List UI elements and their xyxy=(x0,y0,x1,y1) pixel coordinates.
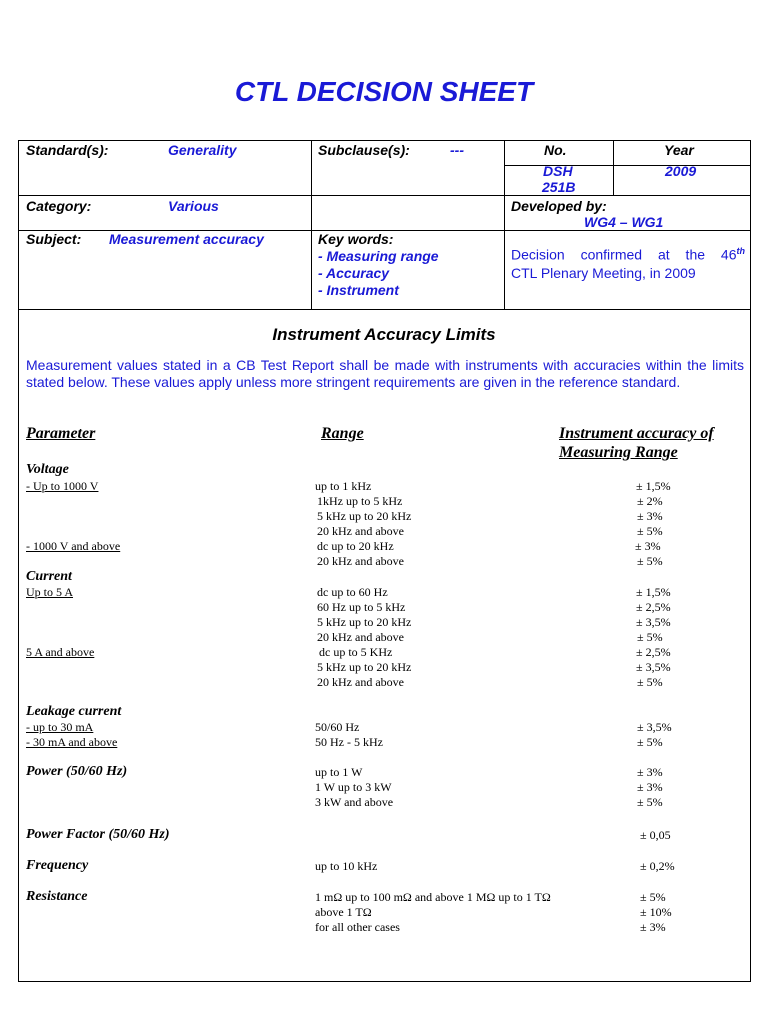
row-accuracy: ± 3% xyxy=(640,920,666,934)
subject-value: Measurement accuracy xyxy=(109,231,264,247)
row-range: above 1 TΩ xyxy=(315,905,372,919)
row-range: 1 mΩ up to 100 mΩ and above 1 MΩ up to 1 TΩ xyxy=(315,890,551,904)
row-accuracy: ± 1,5% xyxy=(636,479,671,493)
row-accuracy: ± 5% xyxy=(637,795,663,809)
row-range: 5 kHz up to 20 kHz xyxy=(317,615,412,629)
row-range: 3 kW and above xyxy=(315,795,394,809)
keywords-label: Key words: xyxy=(318,231,394,247)
developed-value: WG4 – WG1 xyxy=(584,214,664,230)
section-current: Current xyxy=(26,569,72,584)
no-year-divider xyxy=(504,165,751,166)
row-accuracy: ± 5% xyxy=(637,630,663,644)
decision-line-2: CTL Plenary Meeting, in 2009 xyxy=(511,265,696,281)
decision-line-1: Decision confirmed at the 46th xyxy=(511,246,745,263)
row-parameter: - 30 mA and above xyxy=(26,735,118,749)
category-value: Various xyxy=(168,198,219,214)
row-parameter: 5 A and above xyxy=(26,645,95,659)
row-accuracy: ± 5% xyxy=(637,524,663,538)
row-parameter: Up to 5 A xyxy=(26,585,74,599)
row-accuracy: ± 5% xyxy=(637,675,663,689)
column-header-range: Range xyxy=(321,425,364,442)
row-accuracy: ± 3% xyxy=(637,780,663,794)
section-leakage: Leakage current xyxy=(26,704,122,719)
section-frequency: Frequency xyxy=(26,858,89,873)
row-parameter: - Up to 1000 V xyxy=(26,479,99,493)
row-accuracy: ± 3,5% xyxy=(636,615,671,629)
section-voltage: Voltage xyxy=(26,462,69,477)
row-accuracy: ± 1,5% xyxy=(636,585,671,599)
column-divider-2 xyxy=(504,140,505,309)
row-range: 50 Hz - 5 kHz xyxy=(315,735,383,749)
section-resistance: Resistance xyxy=(26,889,88,904)
row-accuracy: ± 0,2% xyxy=(640,859,675,873)
row-range: 20 kHz and above xyxy=(317,554,404,568)
no-value-line2: 251B xyxy=(542,179,576,195)
row-range: 1 W up to 3 kW xyxy=(315,780,392,794)
row-accuracy: ± 2,5% xyxy=(636,645,671,659)
row-range: dc up to 5 KHz xyxy=(319,645,393,659)
row-accuracy: ± 5% xyxy=(637,735,663,749)
column-divider-3 xyxy=(613,140,614,195)
subject-label: Subject: xyxy=(26,231,82,247)
keyword-item: - Instrument xyxy=(318,282,399,298)
column-divider-1 xyxy=(311,140,312,309)
row-range: 20 kHz and above xyxy=(317,630,404,644)
section-title: Instrument Accuracy Limits xyxy=(272,325,496,344)
row-accuracy: ± 3,5% xyxy=(637,720,672,734)
row-range: for all other cases xyxy=(315,920,400,934)
year-value: 2009 xyxy=(665,163,697,179)
header-divider-3 xyxy=(18,309,751,310)
row-accuracy: ± 0,05 xyxy=(640,828,671,842)
row-accuracy: ± 3,5% xyxy=(636,660,671,674)
category-label: Category: xyxy=(26,198,92,214)
row-accuracy: ± 2,5% xyxy=(636,600,671,614)
header-divider-1 xyxy=(18,195,751,196)
row-range: 20 kHz and above xyxy=(317,524,404,538)
section-power: Power (50/60 Hz) xyxy=(26,764,128,779)
column-header-accuracy-1: Instrument accuracy of xyxy=(559,425,714,442)
row-range: 1kHz up to 5 kHz xyxy=(317,494,403,508)
column-header-parameter: Parameter xyxy=(26,425,96,442)
row-range: 60 Hz up to 5 kHz xyxy=(317,600,406,614)
developed-label: Developed by: xyxy=(511,198,607,214)
row-accuracy: ± 3% xyxy=(637,509,663,523)
row-accuracy: ± 3% xyxy=(635,539,661,553)
row-range: dc up to 20 kHz xyxy=(317,539,394,553)
standard-value: Generality xyxy=(168,142,237,158)
row-range: 20 kHz and above xyxy=(317,675,404,689)
row-range: up to 10 kHz xyxy=(315,859,378,873)
standard-label: Standard(s): xyxy=(26,142,109,158)
section-power-factor: Power Factor (50/60 Hz) xyxy=(26,827,170,842)
row-range: 5 kHz up to 20 kHz xyxy=(317,509,412,523)
subclause-value: --- xyxy=(450,142,464,158)
column-header-accuracy-2: Measuring Range xyxy=(559,444,678,461)
row-range: 50/60 Hz xyxy=(315,720,360,734)
row-parameter: - 1000 V and above xyxy=(26,539,121,553)
row-accuracy: ± 10% xyxy=(640,905,672,919)
no-value-line1: DSH xyxy=(543,163,573,179)
row-accuracy: ± 2% xyxy=(637,494,663,508)
row-range: up to 1 W xyxy=(315,765,363,779)
row-range: 5 kHz up to 20 kHz xyxy=(317,660,412,674)
row-range: up to 1 kHz xyxy=(315,479,372,493)
subclause-label: Subclause(s): xyxy=(318,142,410,158)
page-title: CTL DECISION SHEET xyxy=(234,76,534,107)
row-accuracy: ± 3% xyxy=(637,765,663,779)
keyword-item: - Measuring range xyxy=(318,248,439,264)
no-label: No. xyxy=(544,142,567,158)
keyword-item: - Accuracy xyxy=(318,265,390,281)
row-range: dc up to 60 Hz xyxy=(317,585,388,599)
row-accuracy: ± 5% xyxy=(637,554,663,568)
year-label: Year xyxy=(664,142,694,158)
row-accuracy: ± 5% xyxy=(640,890,666,904)
intro-paragraph: Measurement values stated in a CB Test Report shall be made with instruments with accuracies within the limits stated below. These values apply unless more stringent requirements are given in the reference standard. xyxy=(26,357,744,390)
row-parameter: - up to 30 mA xyxy=(26,720,94,734)
